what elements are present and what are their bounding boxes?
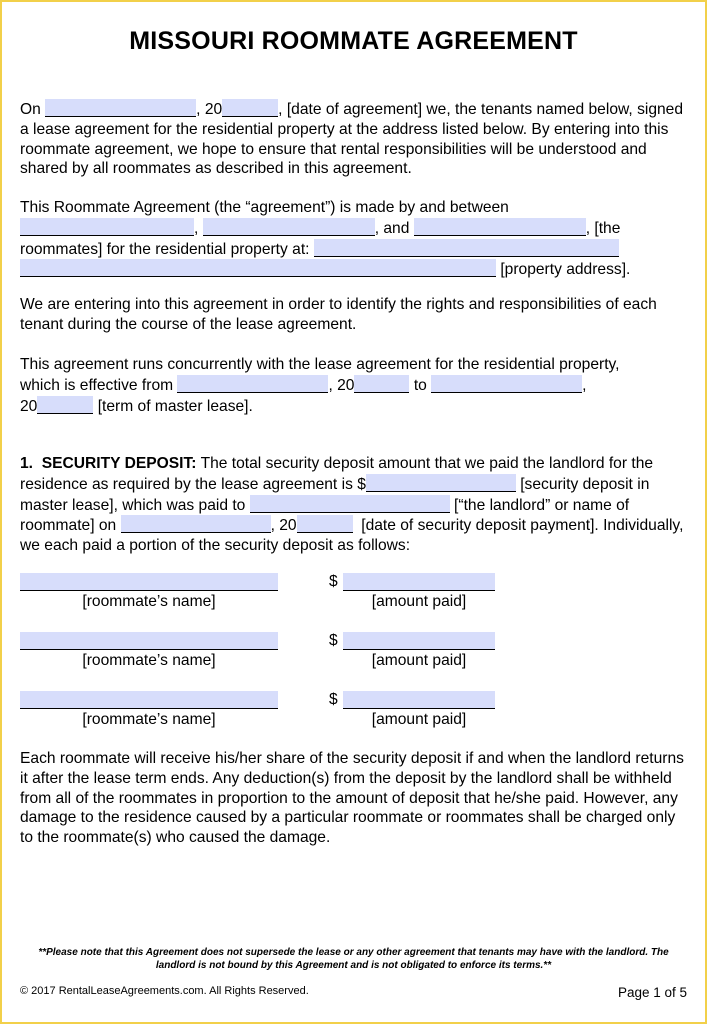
amount-paid-field[interactable]	[343, 573, 495, 591]
agreement-date-field[interactable]	[45, 99, 196, 117]
intro-text: signed a lease agreement for the residential property at the address listed below. By entering into this roommate agreement, we hope to ensure that rental responsibilities will be understood and shared by all roommates as described in this agreement.	[20, 101, 684, 178]
comma-20-text: , 20	[196, 101, 223, 118]
roommate-name-label: [roommate’s name]	[82, 711, 216, 728]
roommate-3-field[interactable]	[414, 218, 586, 236]
security-label: [security deposit in master lease], which was paid to	[20, 475, 650, 514]
security-deposit-section	[20, 454, 688, 556]
deposit-closing-paragraph: Each roommate will receive his/her share of the security deposit if and when the landlord returns it after the lease term ends. Any deduction(s) from the deposit by the landlord shall be withheld from all of the roommates in proportion to the amount of deposit that he/she paid. However, any damage to the residence caused by a particular roommate or roommates shall be charged only to the roommate(s) who caused the damage.	[20, 750, 684, 847]
total-deposit-field[interactable]	[366, 474, 516, 492]
landlord-label: [“the landlord” or name of roommate] on	[20, 496, 630, 535]
agreement-year-field[interactable]	[222, 99, 278, 117]
copyright-text: © 2017 RentalLeaseAgreements.com. All Rights Reserved.	[20, 985, 309, 997]
disclaimer-note: **Please note that this Agreement does not supersede the lease or any other agreement that tenants may have with the landlord. The landlord is not bound by this Agreement and is not obligated to enforce its terms.**	[38, 947, 669, 971]
roommate-name-field[interactable]	[20, 632, 278, 650]
twenty-text: 20	[20, 397, 38, 415]
document-title: MISSOURI ROOMMATE AGREEMENT	[129, 27, 578, 55]
section-number: 1.	[20, 455, 34, 472]
deposit-row	[2, 632, 705, 672]
comma-text: ,	[582, 376, 587, 394]
effective-from-text: which is effective from	[20, 376, 174, 394]
page-number: Page 1 of 5	[617, 985, 687, 1000]
amount-paid-label: [amount paid]	[371, 593, 467, 610]
lease-end-year-field[interactable]	[37, 396, 93, 414]
comma-20-text: , 20	[270, 517, 297, 535]
term-label: [term of master lease].	[97, 397, 253, 415]
parties-intro-text: This Roommate Agreement (the “agreement”) is made by and between	[20, 199, 509, 216]
parties-paragraph	[20, 198, 688, 280]
lease-start-year-field[interactable]	[354, 375, 409, 393]
deposit-date-field[interactable]	[121, 515, 271, 533]
lease-end-field[interactable]	[431, 375, 582, 393]
amount-paid-label: [amount paid]	[371, 652, 467, 669]
comma-text: ,	[194, 219, 199, 237]
lease-start-field[interactable]	[177, 375, 328, 393]
roommates-for-text: roommates] for the residential property at:	[20, 240, 310, 258]
amount-paid-field[interactable]	[343, 691, 495, 709]
and-text: , and	[374, 219, 410, 237]
dollar-sign: $	[329, 632, 338, 649]
deposit-date-label: [date of security deposit payment]. Individually, we each paid a portion of the security deposit as follows:	[20, 517, 684, 555]
property-address-field-2[interactable]	[20, 259, 496, 277]
property-address-label: [property address].	[500, 261, 631, 279]
term-paragraph	[20, 355, 688, 416]
dollar-sign: $	[329, 573, 338, 590]
date-of-agreement-text: , [date of agreement] we, the tenants named below,	[278, 101, 633, 118]
amount-paid-field[interactable]	[343, 632, 495, 650]
roommate-name-label: [roommate’s name]	[82, 593, 216, 610]
paid-to-field[interactable]	[250, 495, 450, 513]
roommate-name-label: [roommate’s name]	[82, 652, 216, 669]
comma-20-text: , 20	[328, 376, 355, 394]
roommate-name-field[interactable]	[20, 573, 278, 591]
deposit-row	[2, 573, 705, 613]
to-text: to	[413, 376, 427, 394]
property-address-field-1[interactable]	[314, 239, 619, 257]
on-text: On	[20, 101, 41, 118]
security-intro-text: The total security deposit amount that we paid the landlord for the residence as required by the lease agreement is $	[20, 455, 654, 493]
section-heading: SECURITY DEPOSIT:	[41, 455, 197, 472]
roommate-1-field[interactable]	[20, 218, 194, 236]
roommate-name-field[interactable]	[20, 691, 278, 709]
term-intro-text: This agreement runs concurrently with the lease agreement for the residential property,	[20, 356, 620, 373]
deposit-year-field[interactable]	[297, 515, 353, 533]
dollar-sign: $	[329, 691, 338, 708]
deposit-row	[2, 691, 705, 731]
amount-paid-label: [amount paid]	[371, 711, 467, 728]
purpose-paragraph: We are entering into this agreement in order to identify the rights and responsibilities of each tenant during the course of the lease agreement.	[20, 296, 657, 333]
intro-paragraph	[20, 99, 688, 179]
the-text: , [the	[585, 219, 621, 237]
roommate-2-field[interactable]	[203, 218, 375, 236]
